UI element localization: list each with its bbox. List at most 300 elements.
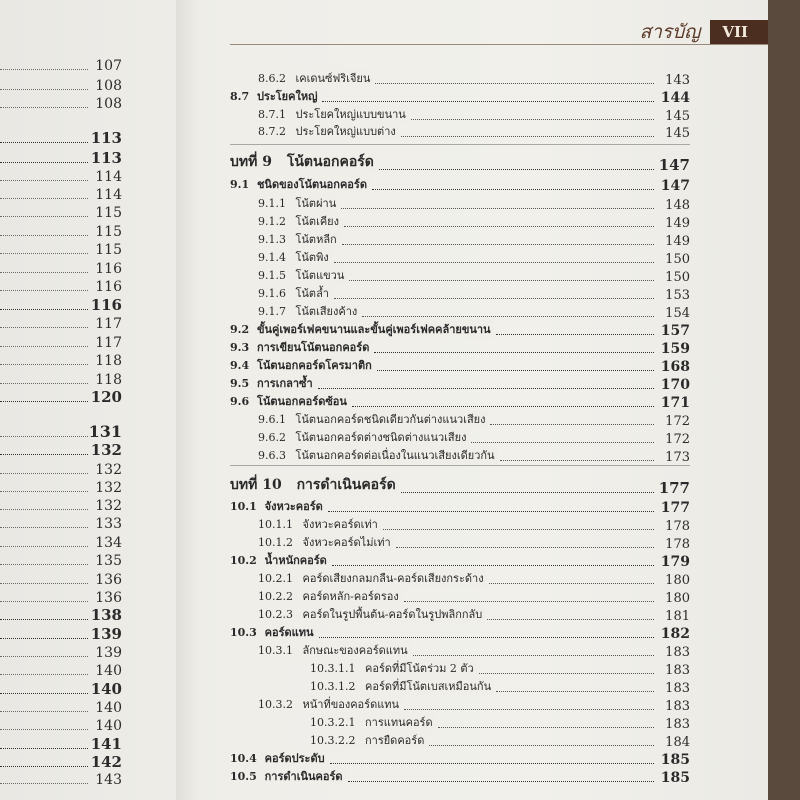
dot-leader bbox=[0, 180, 88, 181]
page-number: 148 bbox=[665, 198, 690, 213]
entry-title bbox=[310, 713, 436, 731]
entry-title bbox=[310, 677, 494, 695]
page-number: 139 bbox=[90, 625, 122, 643]
page-number: 154 bbox=[665, 306, 690, 321]
left-toc-row bbox=[0, 259, 122, 277]
page-number: 168 bbox=[660, 359, 690, 375]
left-toc-row bbox=[0, 698, 122, 716]
entry-text: ขั้นคู่เพอร์เฟคขนานและขั้นคู่เพอร์เฟคคล้ายขนาน bbox=[253, 323, 491, 336]
entry-title bbox=[258, 302, 360, 320]
dot-leader bbox=[0, 162, 88, 163]
toc-entry-row bbox=[230, 498, 690, 516]
left-toc-row bbox=[0, 56, 122, 74]
entry-number: 10.3.2.2 bbox=[310, 734, 356, 747]
page-number: 115 bbox=[95, 205, 122, 221]
entry-number: 10.3.2.1 bbox=[310, 716, 356, 729]
page-number: 180 bbox=[665, 591, 690, 606]
page-number: 172 bbox=[665, 432, 690, 447]
dot-leader bbox=[0, 69, 88, 70]
entry-number: 10.2.3 bbox=[258, 608, 293, 621]
dot-leader bbox=[0, 253, 88, 254]
toc-entry-row bbox=[230, 357, 690, 375]
page-number: 180 bbox=[665, 573, 690, 588]
toc-entry-row bbox=[230, 642, 690, 660]
entry-title bbox=[230, 87, 320, 105]
page-number: 136 bbox=[95, 572, 122, 588]
entry-text: เคเดนซ์ฟริเจียน bbox=[292, 72, 371, 85]
page-number: 178 bbox=[665, 537, 690, 552]
entry-text: โน้ตนอกคอร์ดต่อเนื่องในแนวเสียงเดียวกัน bbox=[292, 449, 495, 462]
dot-leader bbox=[429, 745, 654, 746]
entry-number: 9.6 bbox=[230, 395, 250, 408]
page-number: 170 bbox=[660, 377, 690, 393]
page-number: 140 bbox=[95, 718, 122, 734]
page-number: 183 bbox=[665, 645, 690, 660]
toc-entry-row bbox=[230, 88, 690, 106]
left-toc-row bbox=[0, 551, 122, 569]
dot-leader bbox=[0, 107, 88, 108]
entry-text: โน้ตแขวน bbox=[292, 269, 345, 282]
entry-number: บทที่ 10 bbox=[230, 477, 282, 493]
toc-entry-row bbox=[230, 768, 690, 786]
entry-number: 9.6.2 bbox=[258, 431, 286, 444]
page-number: 159 bbox=[660, 341, 690, 357]
entry-text: โน้ตพิง bbox=[292, 251, 329, 264]
page-number: 131 bbox=[88, 422, 122, 441]
dot-leader bbox=[379, 169, 654, 170]
page-number: 183 bbox=[665, 663, 690, 678]
dot-leader bbox=[342, 244, 654, 245]
entry-number: บทที่ 9 bbox=[230, 154, 272, 170]
dot-leader bbox=[0, 766, 88, 767]
dot-leader bbox=[496, 691, 654, 692]
entry-title bbox=[230, 151, 377, 173]
dot-leader bbox=[328, 511, 654, 512]
left-toc-row bbox=[0, 716, 122, 734]
left-toc-row bbox=[0, 478, 122, 496]
page-number: 132 bbox=[90, 441, 122, 459]
page-number: 173 bbox=[665, 450, 690, 465]
entry-text: คอร์ดเสียงกลมกลืน-คอร์ดเสียงกระด้าง bbox=[299, 572, 484, 585]
toc-entry-row bbox=[230, 696, 690, 714]
dot-leader bbox=[0, 729, 88, 730]
left-toc-row bbox=[0, 588, 122, 606]
dot-leader bbox=[0, 674, 88, 675]
section-separator bbox=[230, 144, 690, 145]
left-toc-row bbox=[0, 240, 122, 258]
page-number: 183 bbox=[665, 699, 690, 714]
dot-leader bbox=[0, 491, 88, 492]
header-title: สารบัญ bbox=[639, 21, 701, 43]
entry-text: ลักษณะของคอร์ดแทน bbox=[299, 644, 408, 657]
page-number: 147 bbox=[658, 156, 690, 174]
toc-chapter-row bbox=[230, 156, 690, 174]
entry-title bbox=[258, 284, 332, 302]
page-number: 117 bbox=[95, 316, 122, 332]
dot-leader bbox=[322, 101, 654, 102]
dot-leader bbox=[0, 142, 88, 143]
page-number: 138 bbox=[90, 606, 122, 624]
entry-number: 9.1.1 bbox=[258, 197, 286, 210]
toc-entry-row bbox=[230, 176, 690, 194]
entry-title bbox=[230, 474, 399, 496]
toc-entry-row bbox=[230, 732, 690, 750]
entry-number: 9.5 bbox=[230, 377, 250, 390]
toc-entry-row bbox=[230, 213, 690, 231]
toc-entry-row bbox=[230, 123, 690, 141]
dot-leader bbox=[0, 564, 88, 565]
entry-title bbox=[258, 194, 339, 212]
page-number: 142 bbox=[90, 753, 122, 771]
dot-leader bbox=[401, 136, 654, 137]
entry-title bbox=[258, 105, 409, 123]
left-page-column bbox=[0, 0, 125, 800]
entry-title bbox=[230, 175, 370, 193]
entry-text: โน้ตเคียง bbox=[292, 215, 340, 228]
entry-number: 9.1.7 bbox=[258, 305, 286, 318]
toc-entry-row bbox=[230, 750, 690, 768]
page-number: 114 bbox=[95, 169, 122, 185]
entry-title bbox=[258, 587, 402, 605]
entry-title bbox=[258, 230, 340, 248]
entry-title bbox=[230, 551, 330, 569]
dot-leader bbox=[0, 711, 88, 712]
left-toc-row bbox=[0, 167, 122, 185]
entry-number: 8.7 bbox=[230, 90, 250, 103]
entry-title bbox=[230, 338, 372, 356]
toc-entry-row bbox=[230, 570, 690, 588]
dot-leader bbox=[0, 546, 88, 547]
left-toc-row bbox=[0, 533, 122, 551]
page-number: 116 bbox=[95, 261, 122, 277]
page-number: 145 bbox=[665, 109, 690, 124]
entry-text: โน้ตผ่าน bbox=[292, 197, 337, 210]
dot-leader bbox=[471, 442, 654, 443]
entry-text: การดำเนินคอร์ด bbox=[260, 770, 343, 783]
page-number: 134 bbox=[95, 535, 122, 551]
left-toc-row bbox=[0, 296, 122, 314]
page-number: 136 bbox=[95, 590, 122, 606]
entry-text: ประโยคใหญ่แบบขนาน bbox=[292, 108, 406, 121]
page-gutter-shadow bbox=[176, 0, 216, 800]
entry-title bbox=[230, 320, 494, 338]
page-number: 116 bbox=[90, 296, 122, 314]
page-number: 181 bbox=[665, 609, 690, 624]
entry-text: จังหวะคอร์ดเท่า bbox=[299, 518, 378, 531]
page-number: 172 bbox=[665, 414, 690, 429]
entry-text: โน้ตนอกคอร์ดชนิดเดียวกันต่างแนวเสียง bbox=[292, 413, 486, 426]
entry-title bbox=[258, 446, 498, 464]
dot-leader bbox=[0, 656, 88, 657]
page-number: 177 bbox=[660, 500, 690, 516]
dot-leader bbox=[500, 460, 654, 461]
dot-leader bbox=[401, 492, 654, 493]
dot-leader bbox=[0, 783, 88, 784]
entry-number: 10.3 bbox=[230, 626, 257, 639]
dot-leader bbox=[352, 406, 654, 407]
entry-text: คอร์ดในรูปพื้นต้น-คอร์ดในรูปพลิกกลับ bbox=[299, 608, 483, 621]
page-number: 149 bbox=[665, 216, 690, 231]
page-number: 177 bbox=[658, 479, 690, 497]
entry-number: 8.6.2 bbox=[258, 72, 286, 85]
dot-leader bbox=[0, 638, 88, 639]
page-number: 140 bbox=[90, 680, 122, 698]
entry-number: 9.3 bbox=[230, 341, 250, 354]
page-number: 150 bbox=[665, 270, 690, 285]
toc-entry-row bbox=[230, 249, 690, 267]
page-number: 120 bbox=[90, 388, 122, 406]
dot-leader bbox=[330, 763, 654, 764]
dot-leader bbox=[348, 781, 654, 782]
entry-number: 10.4 bbox=[230, 752, 257, 765]
toc-entry-row bbox=[230, 534, 690, 552]
entry-number: 9.2 bbox=[230, 323, 250, 336]
dot-leader bbox=[496, 334, 654, 335]
toc-entry-row bbox=[230, 552, 690, 570]
dot-leader bbox=[334, 262, 654, 263]
left-toc-row bbox=[0, 149, 122, 167]
page-number: 179 bbox=[660, 554, 690, 570]
page-number: 185 bbox=[660, 770, 690, 786]
toc-entry-row bbox=[230, 516, 690, 534]
entry-title bbox=[258, 641, 411, 659]
dot-leader bbox=[479, 673, 654, 674]
entry-title bbox=[230, 767, 346, 785]
entry-text: การเขียนโน้ตนอกคอร์ด bbox=[253, 341, 370, 354]
toc-entry-row bbox=[230, 70, 690, 88]
dot-leader bbox=[0, 327, 88, 328]
entry-text: โน้ตล้ำ bbox=[292, 287, 329, 300]
left-toc-row bbox=[0, 333, 122, 351]
page-number: 140 bbox=[95, 663, 122, 679]
left-toc-row bbox=[0, 129, 122, 147]
dot-leader bbox=[372, 189, 654, 190]
entry-title bbox=[258, 569, 487, 587]
dot-leader bbox=[0, 198, 88, 199]
entry-text: การยืดคอร์ด bbox=[361, 734, 425, 747]
entry-number: 10.3.1.1 bbox=[310, 662, 356, 675]
dot-leader bbox=[0, 601, 88, 602]
entry-number: 9.1 bbox=[230, 178, 250, 191]
toc-main-column bbox=[230, 0, 690, 800]
dot-leader bbox=[487, 619, 654, 620]
entry-title bbox=[258, 533, 394, 551]
left-toc-row bbox=[0, 680, 122, 698]
dot-leader bbox=[0, 619, 88, 620]
entry-number: 9.1.3 bbox=[258, 233, 286, 246]
toc-entry-row bbox=[230, 588, 690, 606]
entry-title bbox=[230, 356, 375, 374]
header-page-tab: VII bbox=[710, 20, 768, 44]
dot-leader bbox=[341, 208, 654, 209]
entry-title bbox=[258, 515, 381, 533]
page-number: 150 bbox=[665, 252, 690, 267]
dot-leader bbox=[377, 370, 654, 371]
entry-text: คอร์ดหลัก-คอร์ดรอง bbox=[299, 590, 399, 603]
dot-leader bbox=[411, 119, 654, 120]
dot-leader bbox=[332, 565, 654, 566]
dot-leader bbox=[383, 529, 654, 530]
left-toc-row bbox=[0, 625, 122, 643]
page-number: 143 bbox=[95, 772, 122, 788]
page-number: 135 bbox=[95, 553, 122, 569]
left-toc-row bbox=[0, 661, 122, 679]
left-toc-row bbox=[0, 76, 122, 94]
page-number: 133 bbox=[95, 516, 122, 532]
entry-number: 10.2.2 bbox=[258, 590, 293, 603]
toc-entry-row bbox=[230, 321, 690, 339]
left-toc-row bbox=[0, 388, 122, 406]
page-number: 108 bbox=[95, 78, 122, 94]
page-number: 185 bbox=[660, 752, 690, 768]
entry-title bbox=[258, 122, 399, 140]
entry-title bbox=[258, 212, 342, 230]
entry-title bbox=[258, 248, 332, 266]
left-toc-row bbox=[0, 370, 122, 388]
entry-text: โน้ตนอกคอร์ดโครมาติก bbox=[253, 359, 372, 372]
left-toc-row bbox=[0, 314, 122, 332]
entry-text: การแทนคอร์ด bbox=[361, 716, 433, 729]
dot-leader bbox=[0, 473, 88, 474]
entry-number: 10.3.2 bbox=[258, 698, 293, 711]
entry-text: คอร์ดประดับ bbox=[260, 752, 325, 765]
dot-leader bbox=[0, 693, 88, 694]
page-number: 157 bbox=[660, 323, 690, 339]
entry-text: คอร์ดที่มีโน้ตเบสเหมือนกัน bbox=[361, 680, 492, 693]
entry-text: หน้าที่ของคอร์ดแทน bbox=[299, 698, 400, 711]
entry-title bbox=[310, 659, 477, 677]
entry-title bbox=[230, 374, 316, 392]
page-number: 139 bbox=[95, 645, 122, 661]
page-number: 118 bbox=[95, 353, 122, 369]
toc-entry-row bbox=[230, 624, 690, 642]
page-number: 140 bbox=[95, 700, 122, 716]
dot-leader bbox=[0, 527, 88, 528]
dot-leader bbox=[404, 601, 654, 602]
dot-leader bbox=[0, 748, 88, 749]
dot-leader bbox=[362, 316, 654, 317]
toc-entry-row bbox=[230, 375, 690, 393]
dot-leader bbox=[396, 547, 654, 548]
entry-number: 9.1.4 bbox=[258, 251, 286, 264]
entry-number: 8.7.1 bbox=[258, 108, 286, 121]
entry-text: จังหวะคอร์ดไม่เท่า bbox=[299, 536, 391, 549]
entry-text: โน้ตนอกคอร์ดต่างชนิดต่างแนวเสียง bbox=[292, 431, 467, 444]
entry-number: 9.6.3 bbox=[258, 449, 286, 462]
entry-title bbox=[258, 428, 469, 446]
entry-title bbox=[230, 623, 317, 641]
page-number: 114 bbox=[95, 187, 122, 203]
entry-number: 10.3.1 bbox=[258, 644, 293, 657]
page-number: 145 bbox=[665, 126, 690, 141]
page-number: 107 bbox=[95, 58, 122, 74]
page-number: 153 bbox=[665, 288, 690, 303]
dot-leader bbox=[0, 583, 88, 584]
toc-entry-row bbox=[230, 267, 690, 285]
left-toc-row bbox=[0, 94, 122, 112]
entry-text: โน้ตนอกคอร์ดซ้อน bbox=[253, 395, 347, 408]
left-toc-row bbox=[0, 222, 122, 240]
left-toc-row bbox=[0, 460, 122, 478]
page-number: 117 bbox=[95, 335, 122, 351]
page-number: 132 bbox=[95, 498, 122, 514]
left-toc-row bbox=[0, 570, 122, 588]
entry-title bbox=[230, 392, 350, 410]
dot-leader bbox=[334, 298, 654, 299]
toc-entry-row bbox=[230, 714, 690, 732]
page-number: 183 bbox=[665, 681, 690, 696]
entry-number: 10.5 bbox=[230, 770, 257, 783]
dot-leader bbox=[0, 509, 88, 510]
left-toc-row bbox=[0, 203, 122, 221]
entry-title bbox=[258, 695, 402, 713]
dot-leader bbox=[489, 583, 654, 584]
dot-leader bbox=[0, 364, 88, 365]
page-number: 141 bbox=[90, 735, 122, 753]
entry-title bbox=[258, 410, 488, 428]
entry-text: โน้ตเสียงค้าง bbox=[292, 305, 358, 318]
page-number: 149 bbox=[665, 234, 690, 249]
entry-number: 9.1.5 bbox=[258, 269, 286, 282]
dot-leader bbox=[375, 83, 654, 84]
dot-leader bbox=[0, 401, 88, 402]
entry-text: การเกลาซ้ำ bbox=[253, 377, 313, 390]
entry-text: คอร์ดที่มีโน้ตร่วม 2 ตัว bbox=[361, 662, 474, 675]
left-toc-row bbox=[0, 496, 122, 514]
entry-number: 10.1.1 bbox=[258, 518, 293, 531]
left-toc-row bbox=[0, 423, 122, 441]
entry-number: 9.4 bbox=[230, 359, 250, 372]
dot-leader bbox=[344, 226, 654, 227]
left-toc-row bbox=[0, 770, 122, 788]
dot-leader bbox=[0, 309, 88, 310]
page-number: 116 bbox=[95, 279, 122, 295]
page-number: 182 bbox=[660, 626, 690, 642]
entry-title bbox=[258, 605, 485, 623]
left-toc-row bbox=[0, 735, 122, 753]
toc-entry-row bbox=[230, 231, 690, 249]
toc-entry-row bbox=[230, 339, 690, 357]
page-number: 115 bbox=[95, 242, 122, 258]
entry-text: ชนิดของโน้ตนอกคอร์ด bbox=[253, 178, 367, 191]
dot-leader bbox=[349, 280, 654, 281]
entry-text: ประโยคใหญ่แบบต่าง bbox=[292, 125, 396, 138]
entry-text: น้ำหนักคอร์ด bbox=[260, 554, 327, 567]
toc-entry-row bbox=[230, 429, 690, 447]
entry-number: 8.7.2 bbox=[258, 125, 286, 138]
toc-entry-row bbox=[230, 660, 690, 678]
toc-entry-row bbox=[230, 285, 690, 303]
section-separator bbox=[230, 465, 690, 466]
entry-text: คอร์ดแทน bbox=[260, 626, 314, 639]
entry-title bbox=[258, 69, 373, 87]
dot-leader bbox=[490, 424, 654, 425]
entry-text: ประโยคใหญ่ bbox=[253, 90, 318, 103]
toc-entry-row bbox=[230, 303, 690, 321]
dot-leader bbox=[0, 89, 88, 90]
dot-leader bbox=[438, 727, 654, 728]
left-toc-row bbox=[0, 441, 122, 459]
toc-entry-row bbox=[230, 678, 690, 696]
dot-leader bbox=[0, 454, 88, 455]
entry-title bbox=[258, 266, 347, 284]
entry-text: การดำเนินคอร์ด bbox=[291, 477, 396, 493]
page-number: 113 bbox=[90, 129, 122, 147]
entry-number: 9.6.1 bbox=[258, 413, 286, 426]
page-number: 132 bbox=[95, 462, 122, 478]
entry-number: 10.2 bbox=[230, 554, 257, 567]
toc-entry-row bbox=[230, 393, 690, 411]
